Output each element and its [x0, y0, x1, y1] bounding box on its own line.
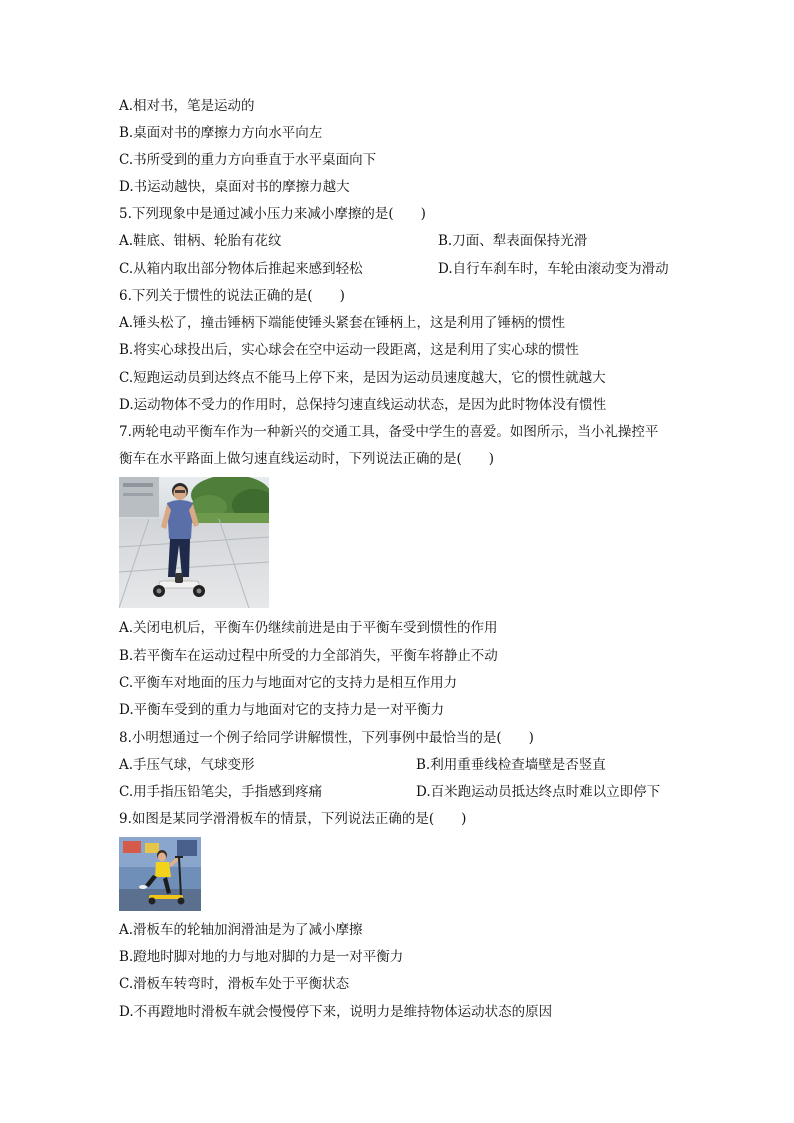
q7-option-d: D.平衡车受到的重力与地面对它的支持力是一对平衡力: [119, 702, 445, 718]
q7-option-b: B.若平衡车在运动过程中所受的力全部消失，平衡车将静止不动: [119, 648, 498, 664]
q6-option-c: C.短跑运动员到达终点不能马上停下来，是因为运动员速度越大，它的惯性就越大: [119, 370, 606, 386]
q9-option-a: A.滑板车的轮轴加润滑油是为了减小摩擦: [119, 922, 363, 938]
q6-option-b: B.将实心球投出后，实心球会在空中运动一段距离，这是利用了实心球的惯性: [119, 342, 579, 358]
q6-option-a: A.锤头松了，撞击锤柄下端能使锤头紧套在锤柄上，这是利用了锤柄的惯性: [119, 315, 566, 331]
q6-stem: 6.下列关于惯性的说法正确的是( ): [119, 288, 345, 304]
q8-option-a: A.手压气球，气球变形: [119, 757, 255, 773]
q9-option-d: D.不再蹬地时滑板车就会慢慢停下来，说明力是维持物体运动状态的原因: [119, 1004, 553, 1020]
q9-option-b: B.蹬地时脚对地的力与地对脚的力是一对平衡力: [119, 949, 404, 965]
q5-option-c: C.从箱内取出部分物体后推起来感到轻松: [119, 261, 363, 277]
q8-option-c: C.用手指压铅笔尖，手指感到疼痛: [119, 784, 323, 800]
q8-option-b: B.利用重垂线检查墙壁是否竖直: [416, 757, 606, 773]
kick-scooter-photo: [119, 837, 201, 911]
q6-option-d: D.运动物体不受力的作用时，总保持匀速直线运动状态，是因为此时物体没有惯性: [119, 397, 607, 413]
q4-option-a: A.相对书，笔是运动的: [119, 98, 255, 114]
q5-option-a: A.鞋底、钳柄、轮胎有花纹: [119, 233, 282, 249]
q4-option-b: B.桌面对书的摩擦力方向水平向左: [119, 125, 323, 141]
q9-stem: 9.如图是某同学滑滑板车的情景，下列说法正确的是( ): [119, 811, 467, 827]
q5-option-d: D.自行车刹车时，车轮由滚动变为滑动: [438, 261, 669, 277]
q7-option-a: A.关闭电机后，平衡车仍继续前进是由于平衡车受到惯性的作用: [119, 620, 498, 636]
q7-stem-line1: 7.两轮电动平衡车作为一种新兴的交通工具，备受中学生的喜爱。如图所示，当小礼操控平: [119, 424, 659, 440]
q4-option-c: C.书所受到的重力方向垂直于水平桌面向下: [119, 152, 377, 168]
q8-option-d: D.百米跑运动员抵达终点时难以立即停下: [416, 784, 661, 800]
q4-option-d: D.书运动越快，桌面对书的摩擦力越大: [119, 179, 350, 195]
q5-stem: 5.下列现象中是通过减小压力来减小摩擦的是( ): [119, 206, 426, 222]
q7-stem-line2: 衡车在水平路面上做匀速直线运动时，下列说法正确的是( ): [119, 451, 495, 467]
balance-scooter-photo: [119, 477, 269, 608]
q5-option-b: B.刀面、犁表面保持光滑: [438, 233, 588, 249]
q7-option-c: C.平衡车对地面的压力与地面对它的支持力是相互作用力: [119, 675, 458, 691]
q8-stem: 8.小明想通过一个例子给同学讲解惯性，下列事例中最恰当的是( ): [119, 730, 534, 746]
q9-option-c: C.滑板车转弯时，滑板车处于平衡状态: [119, 976, 350, 992]
